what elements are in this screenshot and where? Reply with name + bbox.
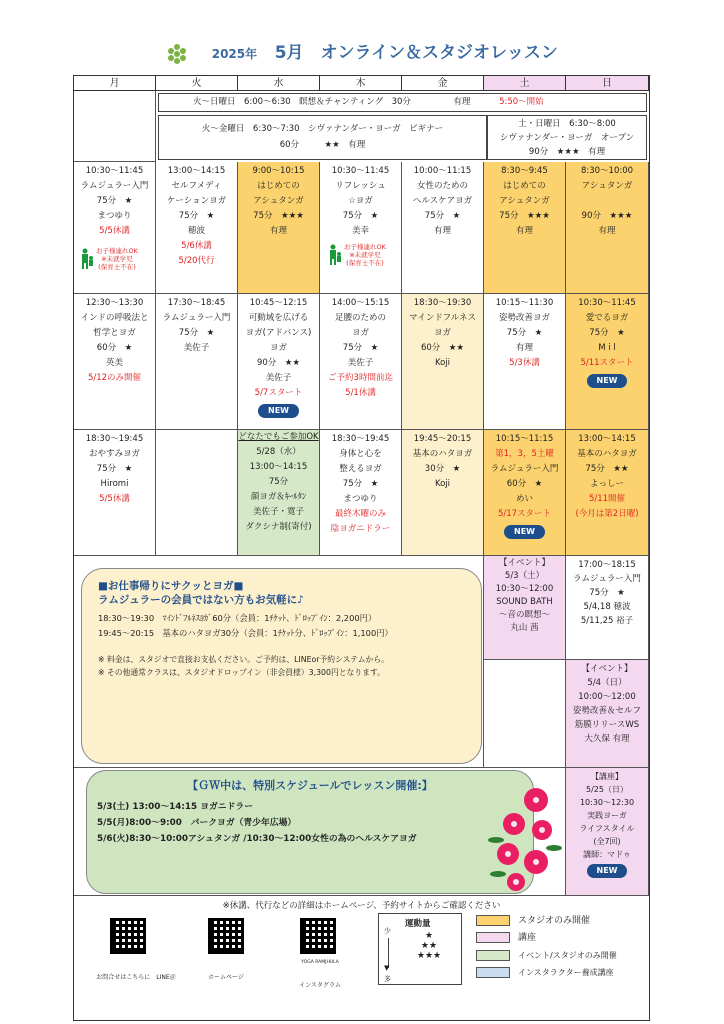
class-note: 最終木曜のみ xyxy=(334,509,386,519)
class-note: 5/3休講 xyxy=(509,358,540,368)
class-instructor: 有理 xyxy=(515,343,533,353)
event-subtitle: 筋膜リリースWS xyxy=(574,720,640,730)
online-weekday-line2: 60分 ★★ 有理 xyxy=(279,140,366,150)
online-weekend-row xyxy=(487,115,647,160)
footer-notice: ※休講、代行などの詳細はホームページ、予約サイトからご確認ください xyxy=(222,901,501,911)
class-duration: 75分 ★ xyxy=(424,211,461,221)
kids-note-line3: (保育士不在) xyxy=(98,263,136,271)
class-title: インドの呼吸法と xyxy=(80,313,149,323)
kids-note-line2: ※未就学児 xyxy=(101,255,133,263)
event-time: 10:00〜12:00 xyxy=(578,692,636,702)
class-time: 9:00〜10:15 xyxy=(252,166,305,176)
class-thu-3 xyxy=(320,430,402,556)
qr-code-line-icon[interactable] xyxy=(110,918,146,954)
class-note-2: 陰ヨガニドラー xyxy=(330,524,391,534)
class-time: 17:00〜18:15 xyxy=(578,560,636,570)
gw-line-3: 5/6(火)8:30〜10:00アシュタンガ /10:30〜12:00女性の為のヘルスケアヨガ xyxy=(97,834,417,844)
class-time: 18:30〜19:45 xyxy=(85,434,144,444)
event-subtitle: 〜音の瞑想〜 xyxy=(498,610,550,620)
class-mon-1 xyxy=(74,162,156,294)
qr-homepage-label: ホームページ xyxy=(208,974,244,981)
logo-icon xyxy=(166,43,188,65)
class-title-2: ケーションヨガ xyxy=(166,196,227,206)
class-time: 18:30〜19:45 xyxy=(331,434,390,444)
kids-ok-badge xyxy=(74,247,155,271)
class-note: 5/7スタート xyxy=(254,388,303,398)
class-time: 10:00〜11:15 xyxy=(413,166,472,176)
legend-swatch xyxy=(476,915,510,926)
class-title: おやすみヨガ xyxy=(88,449,140,459)
class-duration: 75分 ★ xyxy=(342,343,379,353)
gw-line-1: 5/3(土) 13:00〜14:15 ヨガニドラー xyxy=(97,802,253,812)
info-note-1: ※ 料金は、スタジオで直接お支払ください。ご予約は、LINEor予約システムから。 xyxy=(98,655,389,664)
class-note-2: 5/1休講 xyxy=(345,388,376,398)
intensity-title: 運動量 xyxy=(405,919,431,929)
class-title: はじめての xyxy=(503,181,546,191)
class-title: アシュタンガ xyxy=(581,181,633,191)
class-duration: 60分 ★ xyxy=(96,343,133,353)
event-label: 【イベント】 xyxy=(581,664,633,674)
online-spacer xyxy=(74,91,156,162)
class-duration: 75分 ★ xyxy=(506,328,543,338)
online-meditation-row xyxy=(158,93,647,112)
online-weekend-line3: 90分 ★★★ 有理 xyxy=(528,147,606,157)
class-time: 8:30〜9:45 xyxy=(501,166,548,176)
event-date: 5/3（土） xyxy=(504,571,545,581)
qr-code-homepage-icon[interactable] xyxy=(208,918,244,954)
class-time: 10:30〜11:45 xyxy=(85,166,144,176)
legend-label: インスタラクター養成講座 xyxy=(518,968,614,977)
class-instructor: よっしー xyxy=(589,479,624,489)
class-note: 5/11開催 xyxy=(588,494,626,504)
class-duration: 75分 ★ xyxy=(342,211,379,221)
page-title: 5月 オンライン＆スタジオレッスン xyxy=(274,43,558,63)
stars-3: ★★★ xyxy=(416,951,442,961)
class-title-2: アシュタンガ xyxy=(253,196,304,206)
class-time: 10:15〜11:30 xyxy=(495,298,554,308)
class-note: 5/5休講 xyxy=(99,226,130,236)
class-title-2: ヨガ(アドバンス) xyxy=(245,328,312,338)
class-time: 10:30〜11:45 xyxy=(331,166,390,176)
kids-note-line1: お子様連れOK xyxy=(344,243,386,251)
qr-instagram[interactable] xyxy=(300,918,336,954)
kids-note-line1: お子様連れOK xyxy=(96,247,138,255)
event-title: SOUND BATH xyxy=(496,597,553,607)
day-header-mon: 月 xyxy=(74,76,156,91)
online-weekday-row xyxy=(158,115,487,160)
new-badge: NEW xyxy=(587,864,628,878)
class-duration: 30分 ★ xyxy=(424,464,461,474)
legend-swatch xyxy=(476,932,510,943)
stars-2: ★★ xyxy=(420,941,438,951)
day-header-sat: 土 xyxy=(484,76,566,91)
class-title: 身体と心を xyxy=(339,449,382,459)
class-duration: 60分 ★ xyxy=(506,479,543,489)
class-time: 8:30〜10:00 xyxy=(580,166,634,176)
class-title-2: ☆ヨガ xyxy=(348,196,373,206)
class-instructor: 美佐子 xyxy=(347,358,374,368)
day-header-wed: 水 xyxy=(238,76,320,91)
gw-line-2: 5/5(月)8:00〜9:00 パークヨガ（青少年広場） xyxy=(97,818,297,828)
class-instructor: めい xyxy=(515,494,533,504)
course-time: 10:30〜12:30 xyxy=(579,798,635,807)
event-instructor: 丸山 茜 xyxy=(510,623,539,633)
class-duration: 90分 ★★★ xyxy=(581,211,633,221)
class-time: 14:00〜15:15 xyxy=(331,298,390,308)
class-duration: 75分 ★★★ xyxy=(253,211,304,221)
page-header xyxy=(0,38,724,65)
class-title: 女性のための xyxy=(416,181,468,191)
class-title: リフレッシュ xyxy=(335,181,386,191)
class-title: マインドフルネス xyxy=(409,313,476,323)
class-wed-3 xyxy=(238,430,320,556)
class-instructor: 有理 xyxy=(433,226,451,236)
class-title-2: ヨガ xyxy=(433,328,451,338)
class-title-2: アシュタンガ xyxy=(499,196,550,206)
class-wed-1 xyxy=(238,162,320,294)
class-title: 基本のハタヨガ xyxy=(412,449,473,459)
class-title: ラムジュラー入門 xyxy=(490,464,559,474)
day-header-sun: 日 xyxy=(566,76,649,91)
class-note: ご予約3時間前迄 xyxy=(328,373,393,383)
class-duration: 75分 ★ xyxy=(589,588,625,598)
class-title: はじめての xyxy=(257,181,300,191)
class-tue-1 xyxy=(156,162,238,294)
class-time: 10:15〜11:15 xyxy=(495,434,554,444)
class-instructor: 美佐子 xyxy=(265,373,292,383)
kids-ok-badge xyxy=(320,243,401,267)
event-title: 姿勢改善＆セルフ xyxy=(572,706,641,716)
class-time: 10:45〜12:15 xyxy=(249,298,308,308)
legend-item xyxy=(476,930,617,947)
intensity-stars xyxy=(399,931,459,961)
class-time: 13:00〜14:15 xyxy=(578,434,636,444)
gw-schedule-box xyxy=(86,770,534,894)
course-sun-lifestyle xyxy=(566,768,649,896)
qr-instagram-label: インスタグラム xyxy=(299,982,341,989)
class-title-3: ヨガ xyxy=(269,343,287,353)
empty-sat-cell xyxy=(484,660,566,768)
class-instructor: 有理 xyxy=(515,226,533,236)
class-duration: 90分 ★★ xyxy=(256,358,301,368)
class-time: 12:30〜13:30 xyxy=(85,298,144,308)
qr-instagram-brand: YOGA RAMJHULA xyxy=(301,960,339,965)
class-instructor-2: 5/11,25 裕子 xyxy=(580,616,634,626)
class-title: セルフメディ xyxy=(171,181,222,191)
class-duration: 75分 ★★ xyxy=(585,464,629,474)
intensity-low-label: 少 xyxy=(384,927,391,935)
class-time: 18:30〜19:30 xyxy=(413,298,472,308)
class-note-2: (今月は第2日曜) xyxy=(575,509,639,519)
kids-note-line2: ※未就学児 xyxy=(349,251,381,259)
qr-code-instagram-icon[interactable] xyxy=(300,918,336,954)
legend-item xyxy=(476,964,617,981)
class-note: 5/11スタート xyxy=(580,358,634,368)
class-schedule-note: 第1，3，5土曜 xyxy=(495,449,554,459)
class-note: 5/12のみ開催 xyxy=(87,373,142,383)
course-sessions: (全7回) xyxy=(593,837,621,846)
new-badge: NEW xyxy=(504,525,545,539)
class-sat-2 xyxy=(484,294,566,430)
parent-child-icon xyxy=(328,244,342,266)
class-sun-4 xyxy=(566,556,649,660)
event-date: 5/4（日） xyxy=(587,678,627,688)
day-header-tue: 火 xyxy=(156,76,238,91)
class-title: 可動域を広げる xyxy=(248,313,309,323)
class-instructor: Koji xyxy=(434,358,451,368)
class-duration: 75分 ★ xyxy=(342,479,379,489)
class-note: 5/17スタート xyxy=(497,509,552,519)
event-sat-sound-bath xyxy=(484,556,566,660)
class-sun-3 xyxy=(566,430,649,556)
legend-item xyxy=(476,947,617,964)
class-tue-2 xyxy=(156,294,238,430)
course-date: 5/25（日） xyxy=(586,785,628,794)
class-instructor: まつゆり xyxy=(97,211,132,221)
class-sun-1 xyxy=(566,162,649,294)
class-thu-2 xyxy=(320,294,402,430)
legend-label: イベント/スタジオのみ開催 xyxy=(518,951,617,960)
online-weekend-line2: シヴァナンダー・ヨーガ オープン xyxy=(499,133,635,143)
legend-item xyxy=(476,913,617,930)
class-instructor: 美佐子・寛子 xyxy=(252,507,304,517)
new-badge: NEW xyxy=(587,374,628,388)
info-note-2: ※ その他通常クラスは、スタジオドロップイン（非会員様）3,300円となります。 xyxy=(98,668,385,677)
class-thu-1 xyxy=(320,162,402,294)
course-title: 実践ヨーガ xyxy=(587,811,627,820)
class-note: 5/6休講 xyxy=(181,241,212,251)
course-subtitle: ライフスタイル xyxy=(579,824,635,833)
class-instructor: 有理 xyxy=(598,226,616,236)
class-title: 基本のハタヨガ xyxy=(577,449,637,459)
class-open-note: どなたでもご参加OK xyxy=(238,432,319,442)
class-title: ラムジュラー入門 xyxy=(573,574,641,584)
legend-label: スタジオのみ開催 xyxy=(518,916,591,926)
class-instructor: 有理 xyxy=(269,226,287,236)
class-sun-2 xyxy=(566,294,649,430)
class-fri-3 xyxy=(402,430,484,556)
gw-title: 【ＧＷ中は、特別スケジュールでレッスン開催:】 xyxy=(187,779,433,792)
online-weekend-line1: 土・日曜日 6:30〜8:00 xyxy=(518,119,616,129)
kids-note-line3: (保育士不在) xyxy=(346,259,384,267)
class-duration: 75分 ★ xyxy=(96,196,133,206)
class-title-2: ヨガ xyxy=(351,328,369,338)
online-meditation-text: 火〜日曜日 6:00〜6:30 瞑想＆チャンティング 30分 有理 xyxy=(193,97,471,107)
legend-label: 講座 xyxy=(518,933,537,943)
class-time: 10:30〜11:45 xyxy=(578,298,636,308)
parent-child-icon xyxy=(80,248,94,270)
info-line-1: 18:30〜19:30 ﾏｲﾝﾄﾞﾌﾙﾈｽﾖｶﾞ60分（会員：1ﾁｹｯﾄ、ﾄﾞﾛｯﾌﾟｲﾝ：2,200円） xyxy=(98,613,377,623)
class-title-2: ヘルスケアヨガ xyxy=(412,196,473,206)
legend-swatch xyxy=(476,950,510,961)
qr-line[interactable] xyxy=(110,918,146,954)
class-duration: 75分 ★ xyxy=(96,464,133,474)
class-time: 13:00〜14:15 xyxy=(167,166,226,176)
day-header-thu: 木 xyxy=(320,76,402,91)
class-title: 愛でるヨガ xyxy=(585,313,629,323)
info-line-2: 19:45〜20:15 基本のハタヨガ30分（会員：1ﾁｹｯﾄ分、ﾄﾞﾛｯﾌﾟｲﾝ：1,100円） xyxy=(98,628,393,638)
event-label: 【イベント】 xyxy=(498,558,550,568)
legend-swatch xyxy=(476,967,510,978)
event-time: 10:30〜12:00 xyxy=(495,584,554,594)
color-legend xyxy=(476,913,617,981)
course-label: 【講座】 xyxy=(591,772,623,781)
class-duration: 60分 ★★ xyxy=(420,343,465,353)
class-duration: 75分 ★ xyxy=(589,328,625,338)
event-sun-workshop xyxy=(566,660,649,768)
class-instructor: 5/4,18 穂波 xyxy=(583,602,631,612)
info-subtitle: ラムジュラーの会員ではない方もお気軽に♪ xyxy=(98,594,304,606)
course-instructor: 講師：マドゥ xyxy=(583,850,631,859)
intensity-high-label: 多 xyxy=(384,975,391,983)
intensity-arrow-down-icon: ▼ xyxy=(384,964,390,972)
day-header-fri: 金 xyxy=(402,76,484,91)
qr-homepage[interactable] xyxy=(208,918,244,954)
class-instructor: 美幸 xyxy=(351,226,369,236)
class-sat-1 xyxy=(484,162,566,294)
class-duration: 75分 xyxy=(268,477,289,487)
spacer xyxy=(566,194,648,209)
stars-1: ★ xyxy=(424,931,434,941)
class-tue-3-empty xyxy=(156,430,238,556)
class-instructor: Koji xyxy=(434,479,451,489)
class-title: 顔ヨガ＆ｷｰﾙﾀﾝ xyxy=(250,492,307,502)
class-fee: ダクシナ制(寄付) xyxy=(245,522,312,532)
online-meditation-note: 5:50〜開始 xyxy=(499,97,544,107)
class-time: 19:45〜20:15 xyxy=(413,434,472,444)
new-badge: NEW xyxy=(258,404,299,418)
class-title: 足腰のための xyxy=(334,313,386,323)
after-work-info-box xyxy=(81,568,482,764)
info-title: ■お仕事帰りにサクッとヨガ■ xyxy=(98,580,244,592)
class-title-2: 整えるヨガ xyxy=(339,464,382,474)
intensity-legend xyxy=(378,913,462,985)
page-year: 2025年 xyxy=(211,47,258,61)
class-duration: 75分 ★★★ xyxy=(499,211,550,221)
class-title: ラムジュラー入門 xyxy=(162,313,231,323)
class-note-2: 5/20代行 xyxy=(178,256,215,266)
class-fri-2 xyxy=(402,294,484,430)
class-instructor: Hiromi xyxy=(100,479,129,489)
class-title: 姿勢改善ヨガ xyxy=(498,313,550,323)
class-date: 5/28（水） xyxy=(256,447,301,457)
class-mon-3 xyxy=(74,430,156,556)
qr-line-label: お問合せはこちらに LINE＠ xyxy=(96,974,176,981)
event-instructor: 大久保 有理 xyxy=(584,734,630,744)
class-mon-2 xyxy=(74,294,156,430)
class-sat-3 xyxy=(484,430,566,556)
class-fri-1 xyxy=(402,162,484,294)
class-instructor: まつゆり xyxy=(343,494,378,504)
class-duration: 75分 ★ xyxy=(178,328,215,338)
class-instructor: M i l xyxy=(598,343,616,353)
class-instructor: 美佐子 xyxy=(183,343,210,353)
class-duration: 75分 ★ xyxy=(178,211,215,221)
class-wed-2 xyxy=(238,294,320,430)
class-instructor: 穂波 xyxy=(187,226,205,236)
online-weekday-line1: 火〜金曜日 6:30〜7:30 シヴァナンダー・ヨーガ ビギナー xyxy=(201,124,444,134)
class-title-2: 哲学とヨガ xyxy=(93,328,136,338)
class-instructor: 英美 xyxy=(105,358,123,368)
class-note: 5/5休講 xyxy=(99,494,130,504)
class-time: 13:00〜14:15 xyxy=(249,462,308,472)
flower-decoration-icon xyxy=(486,782,564,894)
class-time: 17:30〜18:45 xyxy=(167,298,226,308)
class-title: ラムジュラー入門 xyxy=(80,181,149,191)
